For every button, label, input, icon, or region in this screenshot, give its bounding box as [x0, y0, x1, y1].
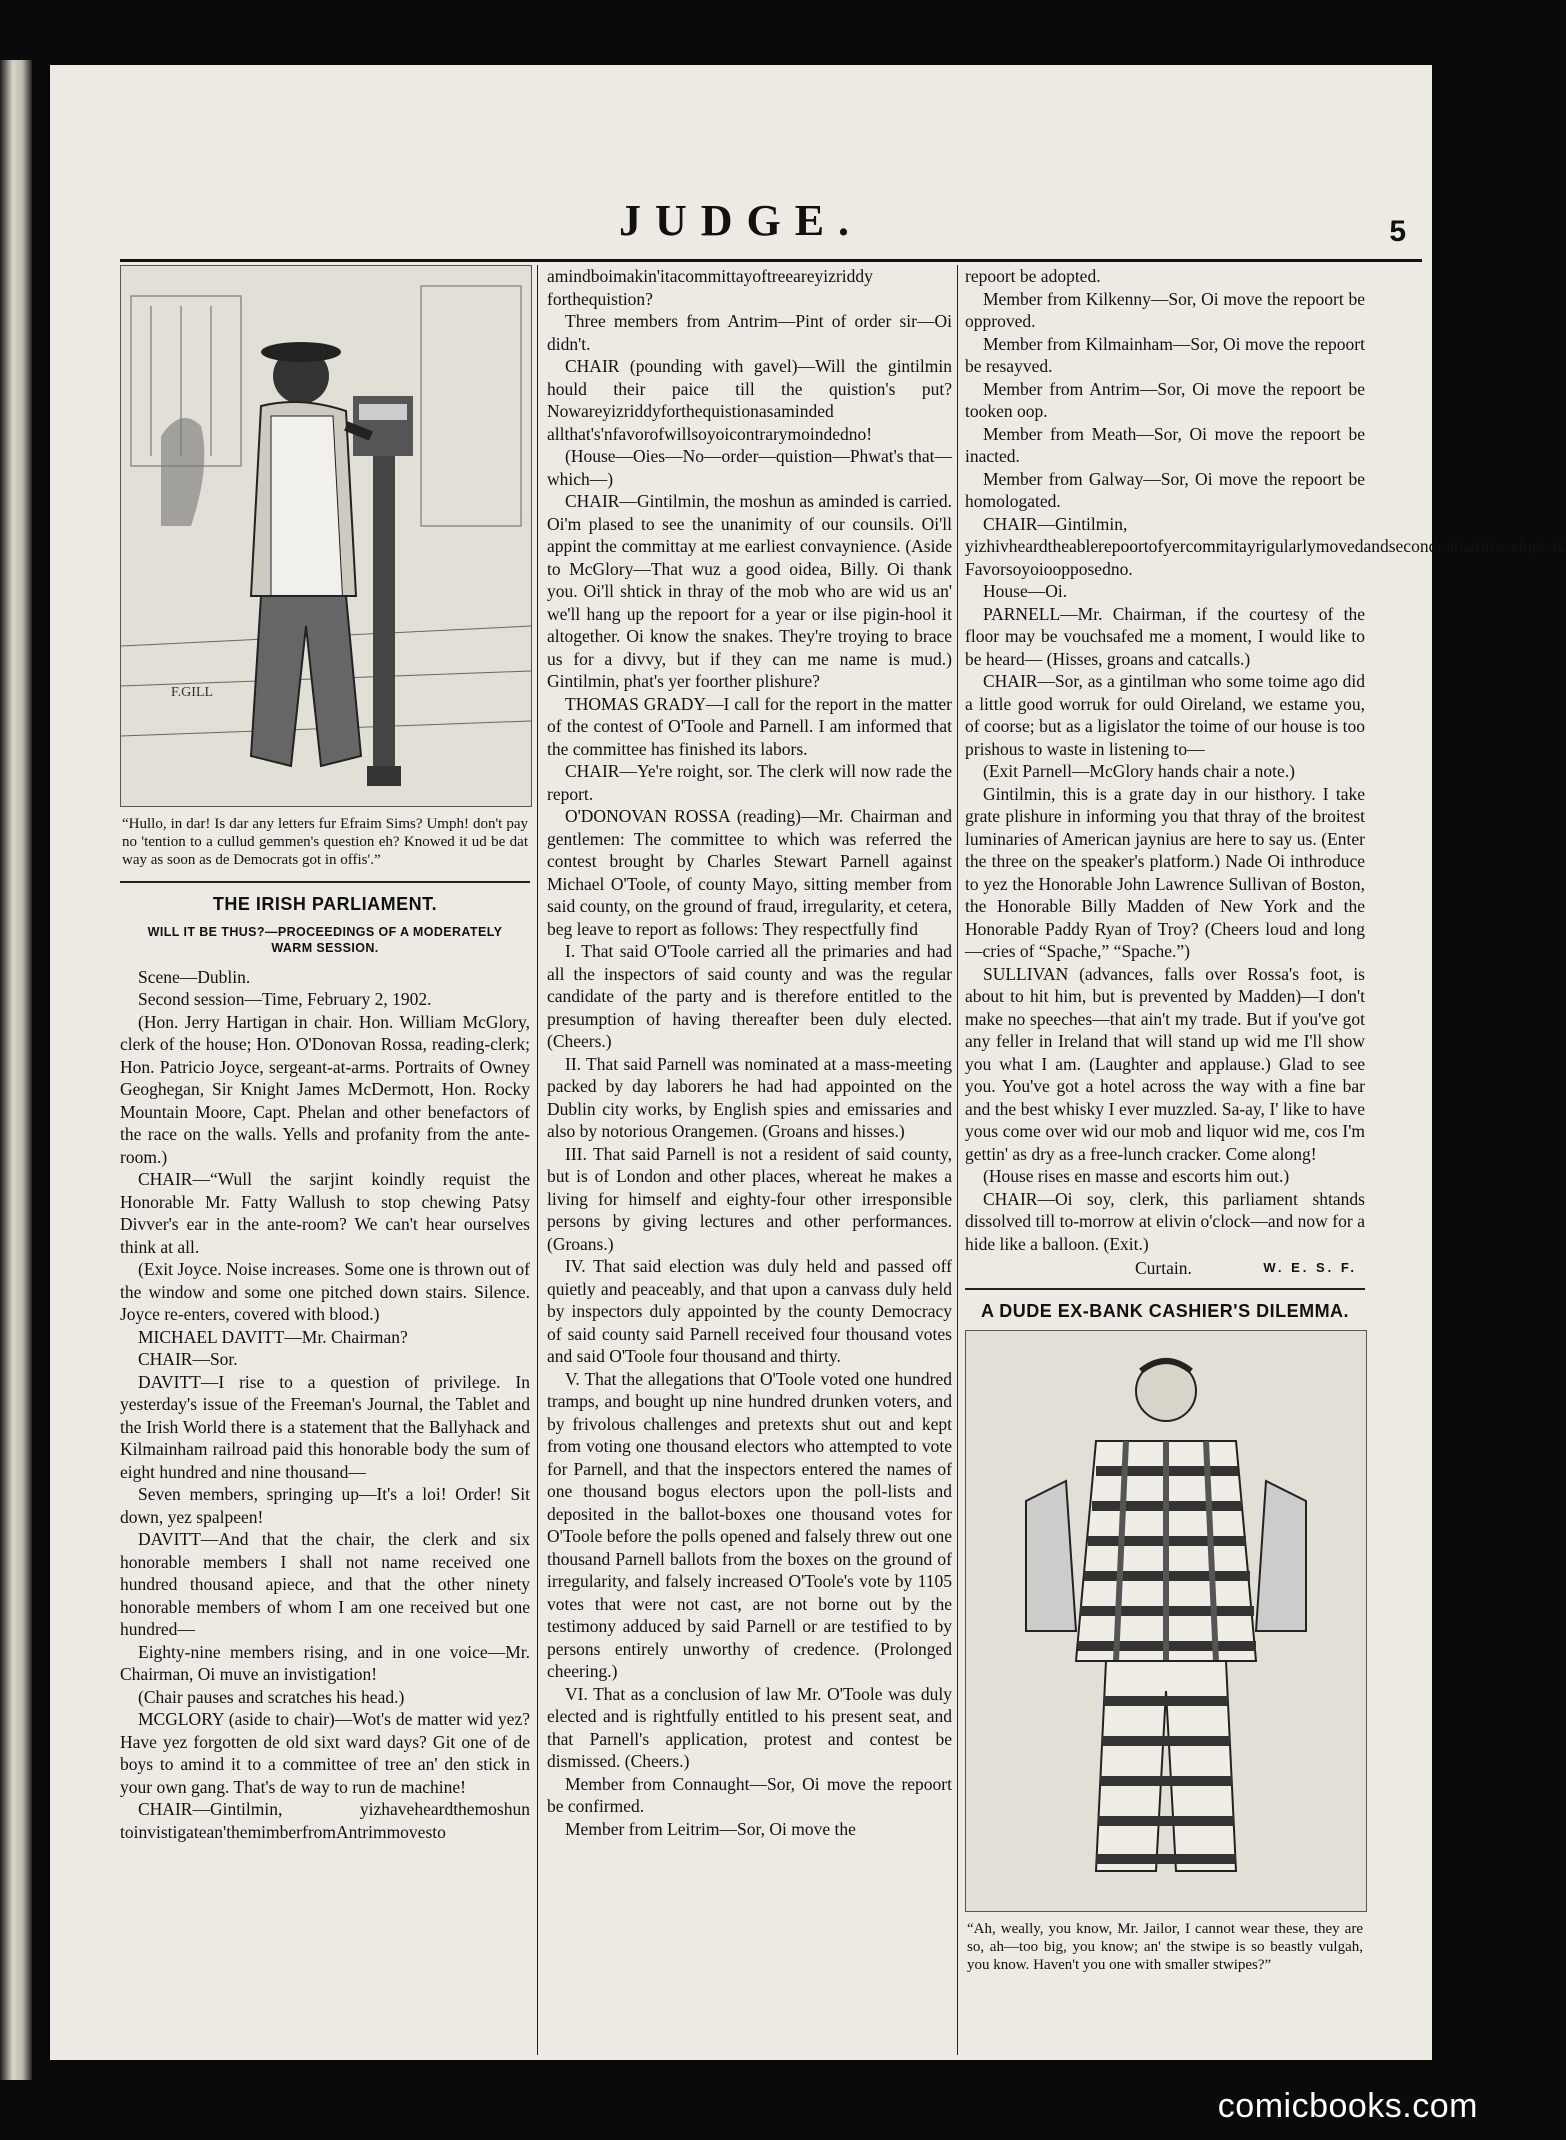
- article-paragraph: Seven members, springing up—It's a loi! Order! Sit down, yez spalpeen!: [120, 1484, 530, 1527]
- article-paragraph: CHAIR—Gintilmin, yizhivheardtheablerepoortofyercommitayrigularlymovedandsecondedthatitbeadopted. Favorsoyoioopposedno.: [965, 513, 1566, 579]
- article-signoff: [965, 1257, 1365, 1280]
- article-paragraph: (Chair pauses and scratches his head.): [138, 1686, 405, 1707]
- article-paragraph: Gintilmin, this is a grate day in our histhory. I take grate plishure in informing you that thray of the broitest luminaries of American jaynius are here to say us. (Enter the three on the speaker's platform.) Nade Oi inthroduce to yez the Honorable John Lawrence Sullivan of Boston, the Honorable Billy Madden of New York and the Honorable Paddy Ryan of Troy? (Cheers loud and long—cries of “Spache,” “Spache.”): [965, 783, 1365, 961]
- article-text-col1: [120, 966, 530, 1844]
- article-paragraph: VI. That as a conclusion of law Mr. O'Toole was duly elected and is rightfully entitled to his present seat, and that Parnell's application, protest and contest be dismissed. (Cheers.): [547, 1683, 952, 1771]
- article-paragraph: CHAIR—Oi soy, clerk, this parliament shtands dissolved till to-morrow at elivin o'clock—and now for a hide like a balloon. (Exit.): [965, 1188, 1365, 1254]
- article-paragraph: IV. That said election was duly held and passed off quietly and peaceably, and that upon a canvass duly held by inspectors duly appointed by the county Democracy of said county said Parnell received four thousand votes and said O'Toole four thousand and thirty.: [547, 1256, 952, 1366]
- article-subtitle: WILL IT BE THUS?—PROCEEDINGS OF A MODERATELY WARM SESSION.: [147, 924, 503, 955]
- article-paragraph: DAVITT—I rise to a question of privilege. In yesterday's issue of the Freeman's Journal, the Tablet and the Irish World there is a statement that the Ballyhack and Kilmainham railroad paid this honorable body the sum of eight hundred and nine thousand—: [120, 1371, 530, 1482]
- article-paragraph: MICHAEL DAVITT—Mr. Chairman?: [138, 1326, 408, 1347]
- article-paragraph: (House—Oies—No—order—quistion—Phwat's that—which—): [547, 446, 952, 489]
- article-paragraph: SULLIVAN (advances, falls over Rossa's foot, is about to hit him, but is prevented by Madden)—I don't make no speeches—that ain't my trade. But if you've got any feller in Ireland that will stand up wid me I'll show you what I am. (Laughter and applause.) Glad to see you. You've got a hotel across the way with a fine bar and the best whisky I ever muzzled. Sa-ay, I' like to have yous come over wid our mob and liquor wid me, cos I'm gettin' as dry as a free-lunch cracker. Come along!: [965, 963, 1365, 1164]
- article-paragraph: CHAIR—Ye're roight, sor. The clerk will now rade the report.: [547, 761, 952, 804]
- article-paragraph: Eighty-nine members rising, and in one voice—Mr. Chairman, Oi muve an invistigation!: [120, 1641, 530, 1684]
- article-paragraph: Member from Kilkenny—Sor, Oi move the repoort be opproved.: [965, 288, 1365, 331]
- artist-signature: F.GILL: [171, 685, 214, 700]
- article-paragraph: PARNELL—Mr. Chairman, if the courtesy of the floor may be vouchsafed me a moment, I would like to be heard— (Hisses, groans and catcalls.): [965, 603, 1365, 669]
- article-paragraph: (Exit Parnell—McGlory hands chair a note.): [983, 761, 1295, 781]
- article-text-col2: [547, 265, 952, 1840]
- magazine-page: [50, 65, 1566, 2060]
- article-paragraph: I. That said O'Toole carried all the primaries and had all the inspectors of said county and was the regular candidate of the party and is therefore entitled to the presumption of having thereafter been duly elected. (Cheers.): [547, 941, 952, 1051]
- column-divider-1: [537, 265, 538, 2055]
- header-rule: [120, 259, 1422, 262]
- cartoon-prisoner-illustration: [965, 1330, 1367, 1912]
- article-paragraph: CHAIR—Sor, as a gintilman who some toime ago did a little good worruk for ould Oireland, we estame you, of coorse; but as a ligislator the toime of our house is too prishous to waste in listening to—: [965, 671, 1365, 759]
- article-paragraph: V. That the allegations that O'Toole voted one hundred tramps, and bought up nine hundred drunken voters, and by frivolous challenges and pretexts shut out and kept from voting one thousand electors who attempted to vote for Parnell, and that the inspectors entered the names of one thousand bogus electors upon the poll-lists and deposited in the ballot-boxes one thousand votes for O'Toole before the polls opened and falsely threw out one thousand Parnell ballots from the boxes on the ground of irregularity, and falsely increased O'Toole's vote by 1105 votes that were not cast, are not borne out by the testimony adduced by said Parnell or are testified to by persons entirely unworthy of credence. (Prolonged cheering.): [547, 1368, 952, 1681]
- article-paragraph: DAVITT—And that the chair, the clerk and six honorable members I shall not name received one hundred thousand apiece, and that the other ninety honorable members of whom I am one received but one hundred—: [120, 1529, 530, 1639]
- cartoon2-caption: “Ah, weally, you know, Mr. Jailor, I cannot wear these, they are so, ah—too big, you know; an' the stwipe is so beastly vulgah, you know. Haven't you one with smaller stwipes?”: [967, 1921, 1363, 1973]
- article-paragraph: Member from Galway—Sor, Oi move the repoort be homologated.: [965, 468, 1365, 511]
- cartoon2-title: A DUDE EX-BANK CASHIER'S DILEMMA.: [980, 1300, 1350, 1321]
- article-paragraph: MCGLORY (aside to chair)—Wot's de matter wid yez? Have yez forgotten de old sixt ward days? Git one of de boys to amind it to a committee of tree an' den stick in your own gang. That's de way to run de machine!: [120, 1709, 530, 1797]
- masthead: JUDGE.: [618, 196, 864, 245]
- section-divider-2: [965, 1288, 1365, 1290]
- article-paragraph: O'DONOVAN ROSSA (reading)—Mr. Chairman and gentlemen: The committee to which was referred the contest brought by Charles Stewart Parnell against Michael O'Toole, of county Mayo, sitting member from said county, on the ground of fraud, irregularity, et cetera, beg leave to report as follows: They respectfully find: [547, 806, 952, 939]
- article-paragraph: Member from Leitrim—Sor, Oi move the: [565, 1818, 856, 1839]
- column-3: [965, 265, 1566, 2055]
- article-paragraph: CHAIR—“Wull the sarjint koindly requist the Honorable Mr. Fatty Wallush to stop chewing Patsy Divver's ear in the ante-room? We can't hear ourselves think at all.: [120, 1169, 530, 1257]
- article-paragraph: CHAIR—Gintilmin, yizhaveheardthemoshun toinvistigatean'themimberfromAntrimmovesto: [120, 1799, 530, 1842]
- article-paragraph: II. That said Parnell was nominated at a mass-meeting packed by day laborers he had had appointed on the Dublin city works, by English spies and emissaries and also by notorious Orangemen. (Groans and hisses.): [547, 1053, 952, 1141]
- article-paragraph: Three members from Antrim—Pint of order sir—Oi didn't.: [547, 311, 952, 354]
- article-title: THE IRISH PARLIAMENT.: [212, 894, 438, 914]
- article-paragraph: THOMAS GRADY—I call for the report in the matter of the contest of O'Toole and Parnell. I am informed that the committee has finished its labors.: [547, 693, 952, 759]
- article-paragraph: Member from Kilmainham—Sor, Oi move the repoort be resayved.: [965, 333, 1365, 376]
- cartoon-mailbox-illustration: [120, 265, 532, 807]
- article-paragraph: House—Oi.: [983, 581, 1068, 601]
- section-divider: [120, 881, 530, 883]
- article-paragraph: Scene—Dublin.: [138, 966, 251, 987]
- column-divider-2: [957, 265, 958, 2055]
- author-initials: W. E. S. F.: [1263, 1260, 1357, 1275]
- article-paragraph: CHAIR—Gintilmin, the moshun as aminded is carried. Oi'm plased to see the unanimity of our counsils. Oi'll appint the committay at me earliest convaynience. (Aside to McGlory—That wuz a good oidea, Billy. Oi thank you. Oi'll shtick in thray of the mob who are wid us an' we'll hang up the repoort for a year or ilse pigin-hool it altogether. Oi know the snakes. They're troying to brace us for a divvy, but if they can me name is mud.) Gintilmin, phat's yer foorther plishure?: [547, 491, 952, 691]
- cartoon-caption: “Hullo, in dar! Is dar any letters fur Efraim Sims? Umph! don't pay no 'tention to a cullud gemmen's question eh? Knowed it ud be dat way as soon as de Democrats got in offis'.”: [122, 816, 528, 868]
- article-paragraph: Member from Meath—Sor, Oi move the repoort be inacted.: [965, 423, 1365, 466]
- page-number: 5: [1389, 215, 1406, 248]
- article-paragraph: III. That said Parnell is not a resident of said county, but is of London and other places, whereat he makes a living for himself and eighty-four other irresponsible persons by giving lectures and other performances. (Groans.): [547, 1143, 952, 1254]
- article-paragraph: CHAIR (pounding with gavel)—Will the gintilmin hould their paice till the quistion's put? Nowareyizriddyforthequistionasaminded allthat's'nfavorofwillsoyoicontrarymoindedno!: [547, 356, 952, 444]
- book-spine: [0, 60, 32, 2080]
- closing-word: Curtain.: [1135, 1258, 1192, 1278]
- column-2: [547, 265, 952, 2055]
- watermark: comicbooks.com: [1217, 2087, 1478, 2125]
- article-paragraph: amindboimakin'itacommittayoftreeareyizriddy forthequistion?: [547, 266, 873, 309]
- article-text-col3: [965, 265, 1566, 1255]
- article-paragraph: Member from Antrim—Sor, Oi move the repoort be tooken oop.: [965, 378, 1365, 421]
- column-1: [120, 265, 530, 2065]
- article-paragraph: (Hon. Jerry Hartigan in chair. Hon. William McGlory, clerk of the house; Hon. O'Donovan Rossa, reading-clerk; Hon. Patricio Joyce, sergeant-at-arms. Portraits of Owney Geoghegan, Sir Knight James McDermott, Hon. Rocky Mountain Moore, Capt. Phelan and other benefactors of the race on the walls. Yells and profanity from the ante-room.): [120, 1011, 530, 1167]
- article-paragraph: (Exit Joyce. Noise increases. Some one is thrown out of the window and some one pitched down stairs. Silence. Joyce re-enters, covered with blood.): [120, 1259, 530, 1324]
- article-paragraph: repoort be adopted.: [965, 266, 1101, 286]
- article-paragraph: CHAIR—Sor.: [138, 1349, 238, 1369]
- article-paragraph: Member from Connaught—Sor, Oi move the repoort be confirmed.: [547, 1773, 952, 1816]
- article-paragraph: Second session—Time, February 2, 1902.: [138, 989, 432, 1009]
- article-paragraph: (House rises en masse and escorts him out.): [983, 1166, 1290, 1186]
